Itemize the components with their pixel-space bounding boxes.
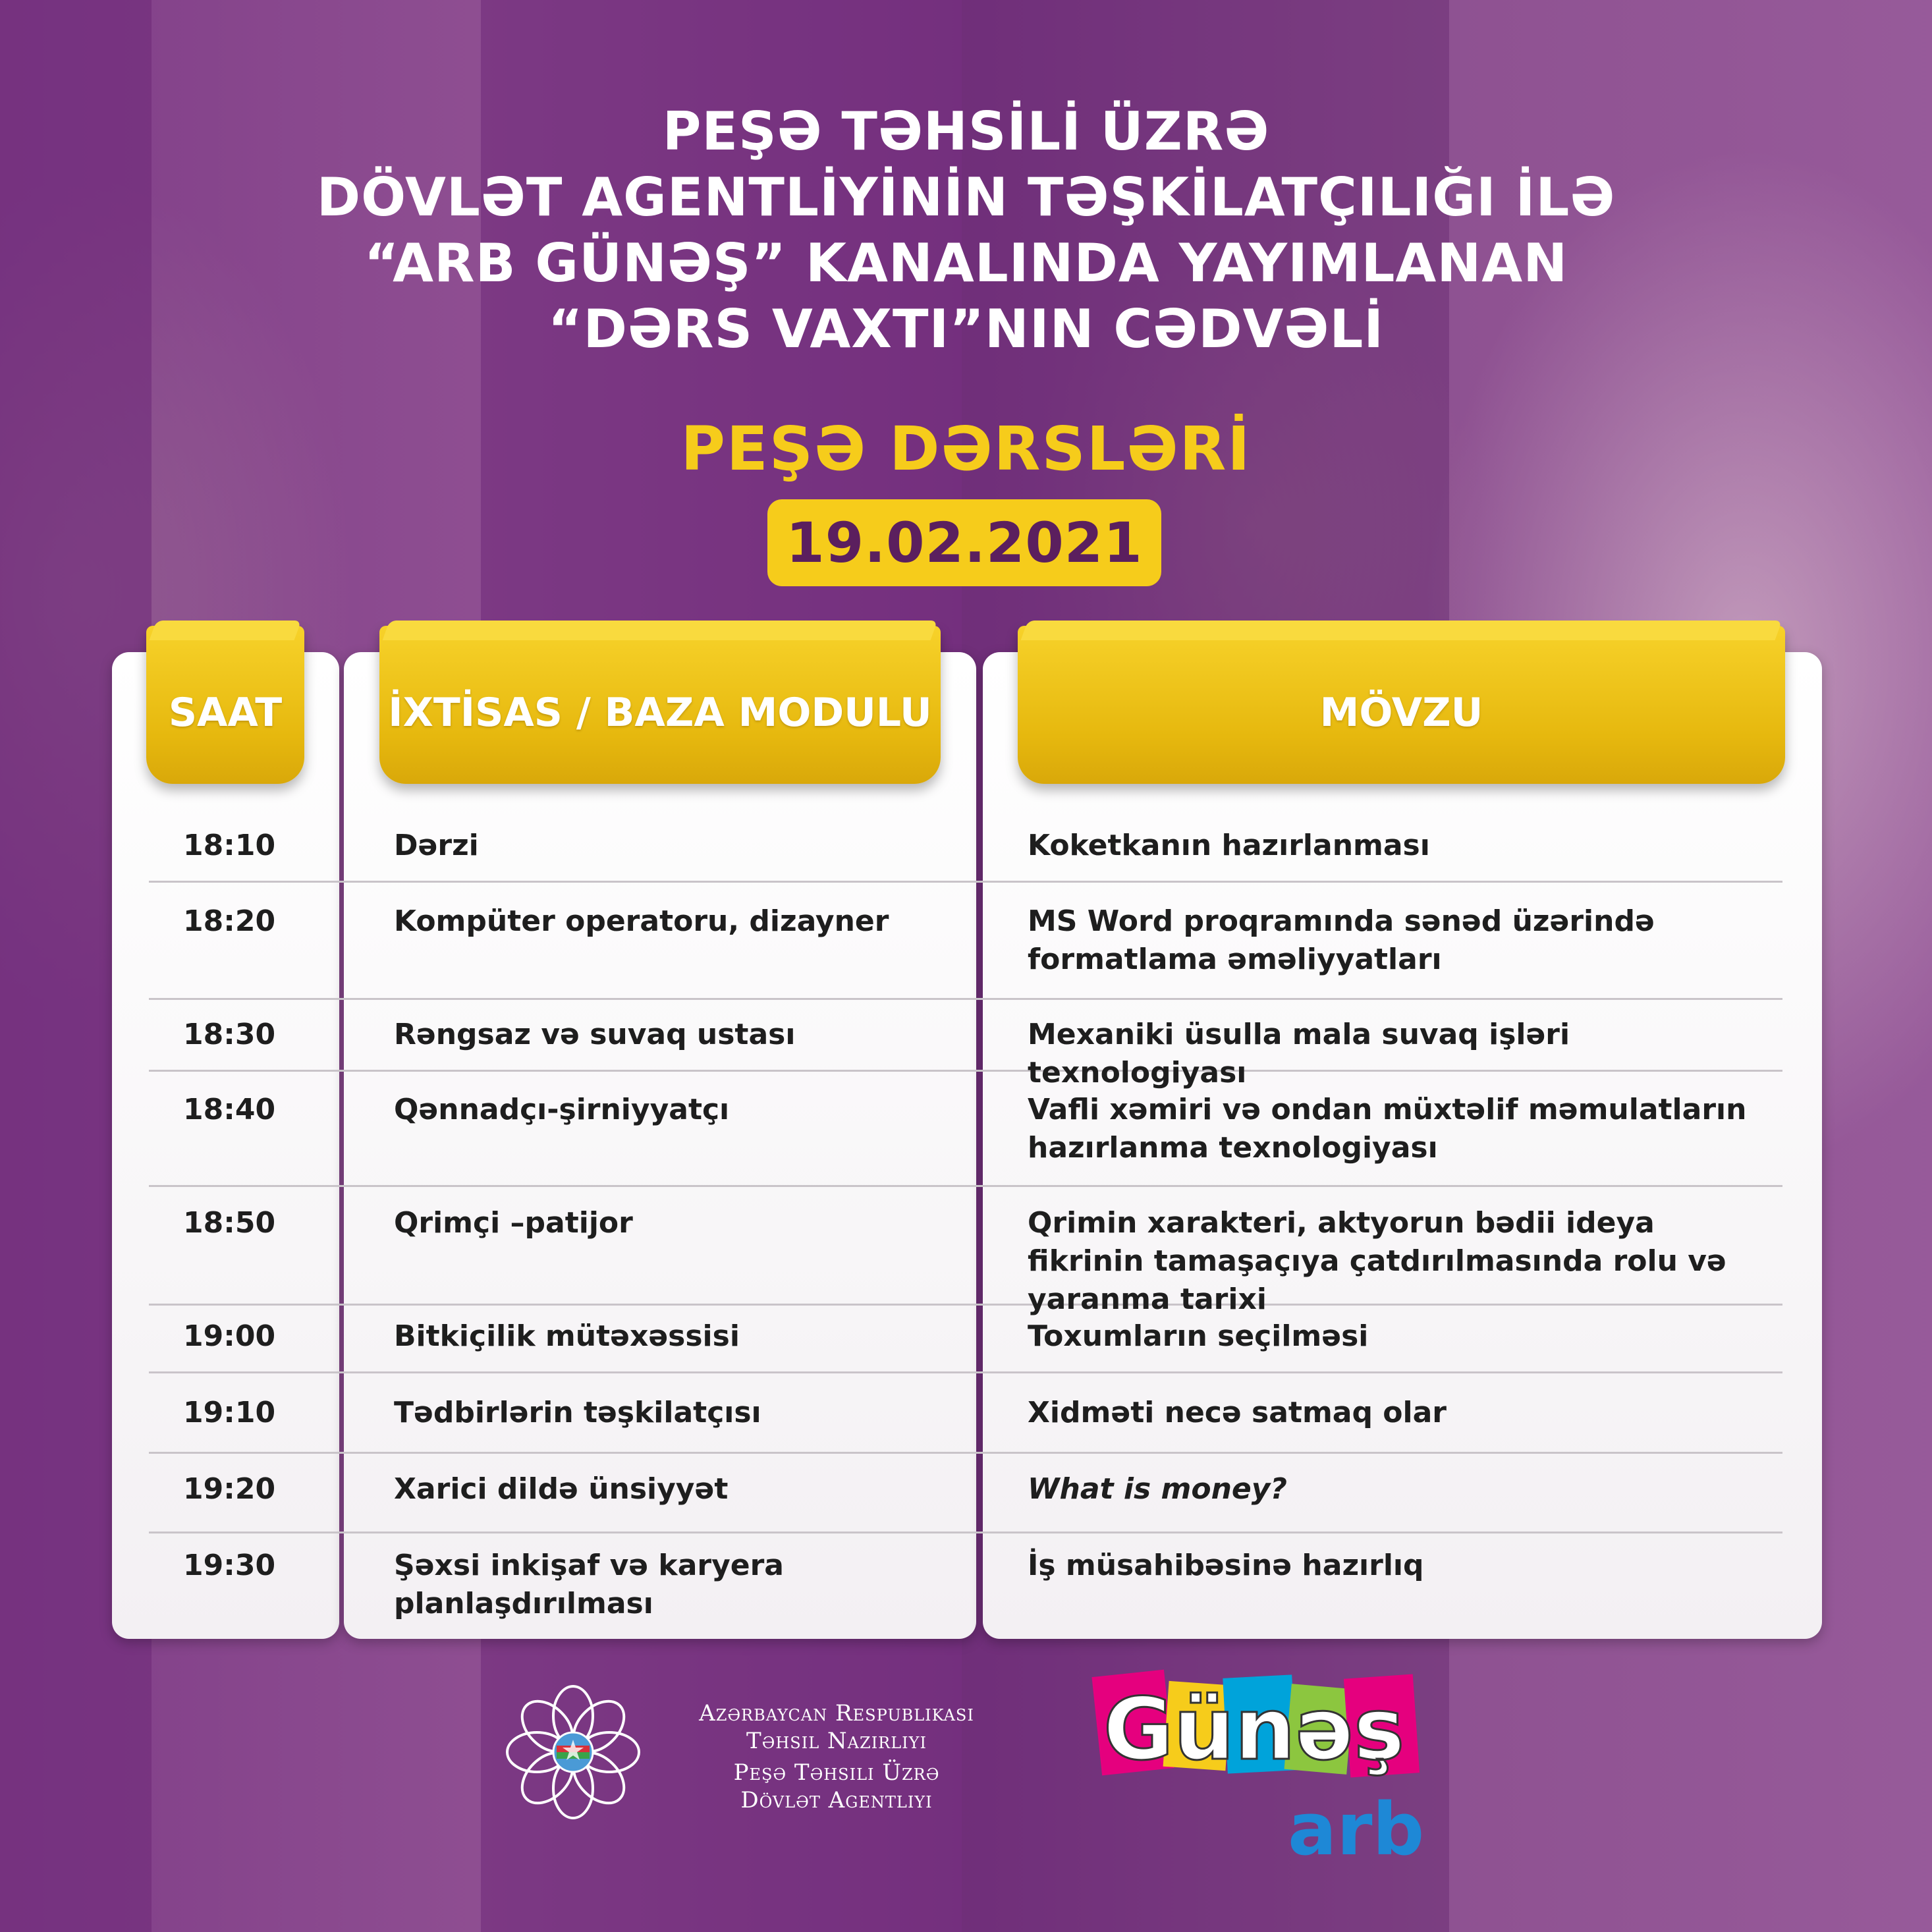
ministry-line: Azərbaycan Respublikası — [699, 1700, 974, 1726]
row-time: 18:40 — [183, 1093, 276, 1126]
row-time: 18:20 — [183, 904, 276, 938]
ministry-line: Dövlət Agentliyi — [740, 1787, 933, 1813]
row-topic: Koketkanın hazırlanması — [1028, 829, 1430, 862]
row-time: 18:50 — [183, 1206, 276, 1240]
table-row — [149, 1091, 1782, 1187]
title-line: “ARB GÜNƏŞ” KANALINDA YAYIMLANAN — [364, 233, 1568, 294]
row-topic: Toxumların seçilməsi — [1028, 1319, 1369, 1353]
row-specialty: Kompüter operatoru, dizayner — [394, 904, 889, 938]
subtitle: PEŞƏ DƏRSLƏRİ — [680, 414, 1252, 484]
ministry-line: Təhsil Nazirliyi — [746, 1728, 927, 1754]
header-topic-label: MÖVZU — [1319, 690, 1483, 736]
row-time: 18:30 — [183, 1018, 276, 1051]
title-line: DÖVLƏT AGENTLİYİNİN TƏŞKİLATÇILIĞI İLƏ — [316, 167, 1616, 228]
row-topic: İş müsahibəsinə hazırlıq — [1028, 1549, 1424, 1582]
title-line: PEŞƏ TƏHSİLİ ÜZRƏ — [662, 101, 1270, 162]
logo-sub: arb — [1288, 1787, 1425, 1864]
table-row — [149, 827, 1782, 883]
row-specialty: Qənnadçı-şirniyyatçı — [394, 1093, 730, 1126]
row-time: 18:10 — [183, 829, 276, 862]
row-time: 19:10 — [183, 1396, 276, 1429]
row-specialty: Dərzi — [394, 829, 479, 862]
title-line: “DƏRS VAXTI”NIN CƏDVƏLİ — [547, 298, 1385, 360]
header-time-label: SAAT — [168, 690, 283, 736]
row-time: 19:20 — [183, 1472, 276, 1506]
row-specialty: Tədbirlərin təşkilatçısı — [394, 1396, 761, 1429]
date-badge: 19.02.2021 — [767, 499, 1161, 586]
row-time: 19:00 — [183, 1319, 276, 1353]
table-row — [149, 1470, 1782, 1533]
header-time-tab — [146, 626, 304, 784]
table-row — [149, 1016, 1782, 1090]
row-topic: Vafli xəmiri və ondan müxtəlif məmulatların hazırlanma texnologiyası — [1028, 1093, 1747, 1165]
gunes-arb-logo — [1090, 1660, 1433, 1864]
row-topic: Xidməti necə satmaq olar — [1028, 1396, 1447, 1429]
table-row — [149, 1394, 1782, 1454]
ministry-line: Peşə Təhsili Üzrə — [733, 1759, 940, 1786]
row-topic: Qrimin xarakteri, aktyorun bədii ideya fikrinin tamaşaçıya çatdırılmasında rolu və yaranma tarixi — [1028, 1206, 1726, 1316]
logo-letters: Günəş — [1103, 1679, 1405, 1779]
table-row — [149, 902, 1782, 1000]
table-row — [149, 1547, 1782, 1632]
row-specialty: Rəngsaz və suvaq ustası — [394, 1018, 796, 1051]
row-time: 19:30 — [183, 1549, 276, 1582]
header-specialty-tab — [379, 626, 941, 784]
table-row — [149, 1317, 1782, 1373]
row-specialty: Qrimçi –patijor — [394, 1206, 633, 1240]
header-specialty-label: İXTİSAS / BAZA MODULU — [388, 690, 932, 736]
table-row — [149, 1204, 1782, 1316]
row-specialty: Şəxsi inkişaf və karyera planlaşdırılması — [394, 1549, 785, 1620]
ministry-emblem-icon — [497, 1676, 649, 1828]
row-topic: Mexaniki üsulla mala suvaq işləri texnologiyası — [1028, 1018, 1570, 1090]
row-topic: What is money? — [1028, 1472, 1287, 1506]
header-topic-tab — [1018, 626, 1785, 784]
ministry-name — [659, 1699, 1014, 1814]
row-specialty: Bitkiçilik mütəxəssisi — [394, 1319, 740, 1353]
page-title — [0, 99, 1932, 362]
row-topic: MS Word proqramında sənəd üzərində formatlama əməliyyatları — [1028, 904, 1655, 976]
row-specialty: Xarici dildə ünsiyyət — [394, 1472, 729, 1506]
